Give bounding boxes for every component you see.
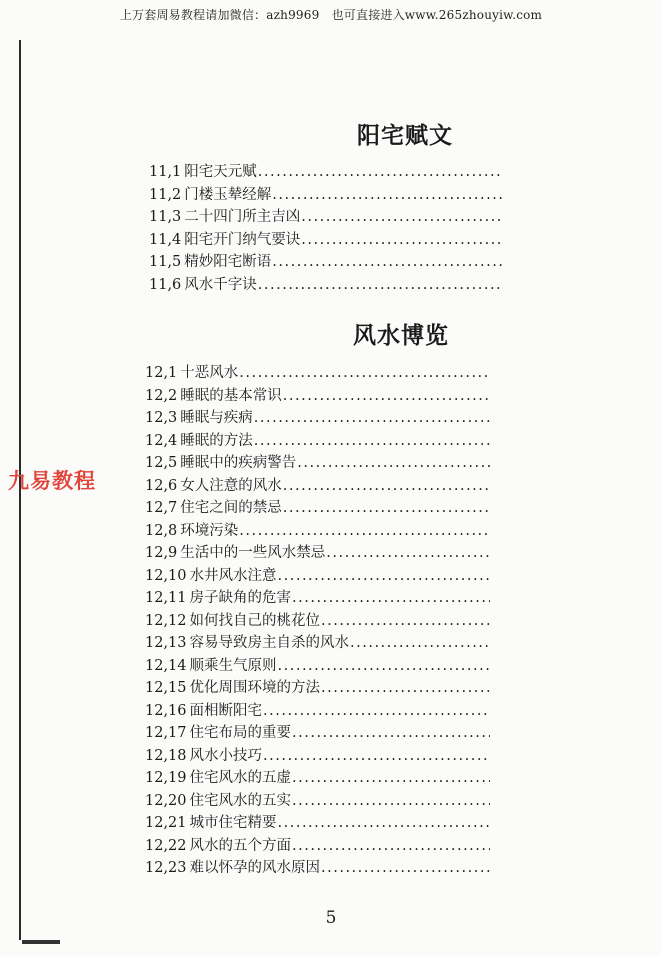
toc-entry-label: 房子缺角的危害 (189, 590, 292, 606)
toc-entry (145, 699, 490, 722)
toc-leader-dots (263, 748, 490, 764)
toc-entry-number: 12,20 (145, 792, 187, 809)
page-header: 上万套周易教程请加微信：azh9969 也可直接进入www.265zhouyiw.com (119, 8, 543, 22)
toc-entry-number: 12,16 (145, 702, 187, 719)
toc-entry-label: 容易导致房主自杀的风水 (189, 635, 350, 651)
toc-entry-number: 12,10 (145, 567, 187, 584)
toc-entry (145, 406, 490, 429)
toc-leader-dots (283, 500, 490, 516)
toc-entry (145, 789, 490, 812)
toc-leader-dots (321, 680, 490, 696)
toc-leader-dots (292, 838, 490, 854)
toc-entry-number: 12,4 (145, 432, 178, 449)
toc-leader-dots (321, 613, 490, 629)
toc-entry-label: 睡眠与疾病 (180, 410, 253, 426)
toc-leader-dots (301, 232, 502, 248)
toc-entry-label: 住宅风水的五实 (189, 792, 292, 809)
toc-leader-dots (272, 187, 502, 203)
watermark: 九易教程 (8, 469, 96, 493)
toc-entry-number: 11,5 (149, 254, 182, 270)
toc-leader-dots (239, 365, 490, 381)
toc-entry-label: 女人注意的风水 (180, 477, 282, 494)
toc-entry-number: 12,19 (145, 770, 187, 786)
toc-entry-label: 如何找自己的桃花位 (189, 612, 321, 629)
toc-leader-dots (278, 568, 490, 584)
toc-entry (145, 564, 490, 587)
toc-entry-label: 水井风水注意 (189, 567, 277, 584)
toc-leader-dots (239, 523, 490, 539)
toc-entry-label: 优化周围环境的方法 (189, 680, 321, 696)
toc-entry (145, 384, 490, 407)
bottom-scan-mark (22, 940, 60, 944)
toc-entry-label: 睡眠中的疾病警告 (180, 455, 297, 471)
toc-leader-dots (258, 164, 502, 180)
toc-entry-label: 住宅风水的五虚 (189, 770, 292, 786)
toc-entry-number: 12,3 (145, 410, 178, 426)
toc-entry-label: 风水小技巧 (189, 747, 263, 764)
toc-entry-label: 风水的五个方面 (189, 837, 292, 854)
toc-entry (145, 654, 490, 677)
toc-entry (145, 496, 490, 519)
toc-leader-dots (297, 455, 490, 471)
toc-entry-label: 生活中的一些风水禁忌 (180, 545, 326, 561)
toc-entry (145, 429, 490, 452)
toc-list-fengshui (145, 361, 490, 879)
toc-entry-number: 11,3 (149, 209, 182, 225)
toc-leader-dots (326, 545, 490, 561)
toc-entry-number: 11,1 (149, 164, 182, 180)
toc-entry-label: 住宅之间的禁忌 (180, 500, 282, 516)
toc-entry-number: 12,15 (145, 680, 187, 696)
section-title-yangzhai: 阳宅赋文 (357, 122, 453, 149)
toc-entry (149, 250, 502, 273)
toc-entry-number: 11,2 (149, 186, 182, 203)
page-number: 5 (325, 908, 337, 928)
toc-entry-number: 12,21 (145, 815, 187, 831)
toc-entry-number: 12,13 (145, 635, 187, 651)
toc-leader-dots (292, 725, 490, 741)
toc-entry-label: 阳宅开门纳气要诀 (184, 231, 301, 248)
toc-entry (145, 834, 490, 857)
toc-entry-label: 顺乘生气原则 (189, 657, 277, 674)
toc-leader-dots (292, 793, 490, 809)
toc-entry-number: 12,1 (145, 365, 178, 381)
toc-leader-dots (278, 815, 490, 831)
toc-entry-number: 12,18 (145, 747, 187, 764)
toc-entry-label: 面相断阳宅 (189, 702, 263, 719)
toc-leader-dots (254, 433, 490, 449)
toc-leader-dots (321, 860, 490, 876)
toc-entry (145, 631, 490, 654)
toc-entry-number: 11,4 (149, 231, 182, 248)
toc-entry (145, 856, 490, 879)
toc-entry-number: 12,6 (145, 477, 178, 494)
toc-entry-label: 门楼玉辇经解 (184, 186, 272, 203)
toc-entry (145, 451, 490, 474)
toc-leader-dots (263, 703, 490, 719)
toc-entry-number: 12,23 (145, 860, 187, 876)
toc-entry-number: 12,22 (145, 837, 187, 854)
toc-entry-label: 睡眠的方法 (180, 432, 253, 449)
toc-entry-number: 12,12 (145, 612, 187, 629)
toc-entry-number: 12,7 (145, 500, 178, 516)
toc-entry (145, 721, 490, 744)
toc-leader-dots (301, 209, 502, 225)
toc-entry (145, 361, 490, 384)
toc-entry (149, 183, 502, 206)
toc-leader-dots (258, 277, 502, 293)
toc-list-yangzhai (149, 160, 502, 295)
toc-entry (145, 676, 490, 699)
toc-entry (149, 205, 502, 228)
toc-entry-label: 环境污染 (180, 522, 239, 539)
toc-leader-dots (283, 478, 490, 494)
toc-entry (145, 586, 490, 609)
toc-entry-number: 12,9 (145, 545, 178, 561)
toc-entry-number: 12,8 (145, 522, 178, 539)
toc-entry-number: 12,17 (145, 725, 187, 741)
toc-leader-dots (254, 410, 490, 426)
toc-entry (145, 811, 490, 834)
toc-leader-dots (278, 658, 490, 674)
toc-entry-number: 12,14 (145, 657, 187, 674)
toc-entry-label: 十恶风水 (180, 365, 239, 381)
toc-entry-number: 12,5 (145, 455, 178, 471)
toc-entry (145, 541, 490, 564)
toc-entry (145, 766, 490, 789)
toc-entry-number: 12,2 (145, 387, 178, 404)
toc-entry-number: 12,11 (145, 590, 187, 606)
toc-entry (145, 519, 490, 542)
toc-entry (149, 160, 502, 183)
toc-entry (145, 609, 490, 632)
toc-leader-dots (350, 635, 490, 651)
toc-entry-label: 难以怀孕的风水原因 (189, 860, 321, 876)
toc-entry-label: 精妙阳宅断语 (184, 254, 272, 270)
toc-entry-label: 风水千字诀 (184, 276, 257, 293)
toc-entry-label: 阳宅天元赋 (184, 164, 257, 180)
toc-leader-dots (272, 254, 502, 270)
toc-entry (149, 228, 502, 251)
toc-entry-number: 11,6 (149, 276, 182, 293)
toc-entry (149, 273, 502, 296)
toc-entry-label: 二十四门所主吉凶 (184, 209, 301, 225)
toc-leader-dots (283, 388, 490, 404)
toc-entry (145, 474, 490, 497)
section-title-fengshui: 风水博览 (353, 322, 449, 349)
toc-entry (145, 744, 490, 767)
toc-leader-dots (292, 770, 490, 786)
toc-leader-dots (292, 590, 490, 606)
toc-entry-label: 城市住宅精要 (189, 815, 277, 831)
toc-entry-label: 住宅布局的重要 (189, 725, 292, 741)
toc-entry-label: 睡眠的基本常识 (180, 387, 282, 404)
